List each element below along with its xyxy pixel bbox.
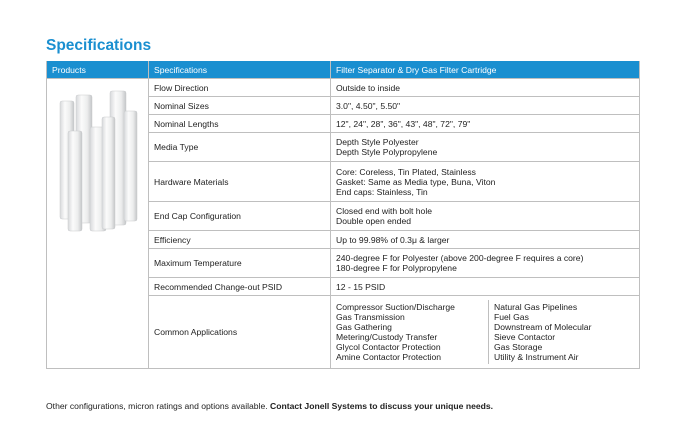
application-item: Gas Transmission bbox=[336, 312, 405, 322]
header-specifications: Specifications bbox=[149, 61, 331, 79]
spec-value bbox=[331, 133, 640, 162]
spec-label: Maximum Temperature bbox=[149, 249, 331, 278]
applications-column bbox=[336, 302, 488, 362]
spec-value bbox=[331, 97, 640, 115]
spec-label: Hardware Materials bbox=[149, 162, 331, 202]
spec-table bbox=[46, 61, 640, 369]
application-item: Downstream of Molecular bbox=[494, 322, 592, 332]
spec-value-line: Depth Style Polypropylene bbox=[336, 147, 438, 157]
spec-value-line: Double open ended bbox=[336, 216, 412, 226]
applications-cell bbox=[331, 296, 640, 369]
spec-value bbox=[331, 278, 640, 296]
application-item: Utility & Instrument Air bbox=[494, 352, 579, 362]
spec-value-line: 12 - 15 PSID bbox=[336, 281, 386, 292]
spec-value-line: Closed end with bolt hole bbox=[336, 206, 433, 216]
application-item: Sieve Contactor bbox=[494, 332, 556, 342]
application-item: Gas Gathering bbox=[336, 322, 392, 332]
application-item: Natural Gas Pipelines bbox=[494, 302, 578, 312]
spec-value bbox=[331, 162, 640, 202]
spec-value-line: Core: Coreless, Tin Plated, Stainless bbox=[336, 166, 476, 177]
table-row bbox=[47, 79, 640, 97]
application-item: Fuel Gas bbox=[494, 312, 529, 322]
spec-value bbox=[331, 249, 640, 278]
spec-value bbox=[331, 202, 640, 231]
table-header-row bbox=[47, 61, 640, 79]
filter-cartridges-image bbox=[56, 87, 140, 237]
page-title: Specifications bbox=[46, 37, 152, 54]
spec-label: End Cap Configuration bbox=[149, 202, 331, 231]
product-image-cell bbox=[47, 79, 149, 369]
spec-sheet bbox=[46, 36, 639, 369]
footer-note bbox=[46, 401, 493, 411]
spec-value-line: Up to 99.98% of 0.3μ & larger bbox=[336, 234, 450, 245]
spec-value-line: Outside to inside bbox=[336, 82, 401, 93]
application-item: Amine Contactor Protection bbox=[336, 352, 442, 362]
spec-label: Common Applications bbox=[149, 296, 331, 369]
spec-value-line: 180-degree F for Polypropylene bbox=[336, 263, 457, 273]
header-products: Products bbox=[47, 61, 149, 79]
spec-value-line: Gasket: Same as Media type, Buna, Viton bbox=[336, 176, 496, 187]
spec-label: Nominal Lengths bbox=[149, 115, 331, 133]
applications-column bbox=[488, 300, 595, 364]
spec-value-line: 12", 24", 28", 36", 43", 48", 72", 79" bbox=[336, 118, 471, 129]
spec-value bbox=[331, 79, 640, 97]
application-item: Compressor Suction/Discharge bbox=[336, 302, 455, 312]
application-item: Metering/Custody Transfer bbox=[336, 332, 438, 342]
spec-label: Efficiency bbox=[149, 231, 331, 249]
spec-value-line: Depth Style Polyester bbox=[336, 137, 419, 147]
spec-label: Flow Direction bbox=[149, 79, 331, 97]
application-item: Glycol Contactor Protection bbox=[336, 342, 441, 352]
spec-label: Media Type bbox=[149, 133, 331, 162]
application-item: Gas Storage bbox=[494, 342, 543, 352]
spec-label: Recommended Change-out PSID bbox=[149, 278, 331, 296]
spec-value-line: End caps: Stainless, Tin bbox=[336, 186, 428, 197]
footer-contact: Contact Jonell Systems to discuss your unique needs. bbox=[270, 401, 494, 411]
spec-value bbox=[331, 231, 640, 249]
spec-value-line: 3.0", 4.50", 5.50" bbox=[336, 100, 401, 111]
footer-text: Other configurations, micron ratings and options available. bbox=[46, 401, 271, 411]
spec-value-line: 240-degree F for Polyester (above 200-degree F requires a core) bbox=[336, 253, 584, 263]
spec-label: Nominal Sizes bbox=[149, 97, 331, 115]
spec-value bbox=[331, 115, 640, 133]
header-product-name: Filter Separator & Dry Gas Filter Cartridge bbox=[331, 61, 640, 79]
table-body bbox=[47, 79, 640, 369]
